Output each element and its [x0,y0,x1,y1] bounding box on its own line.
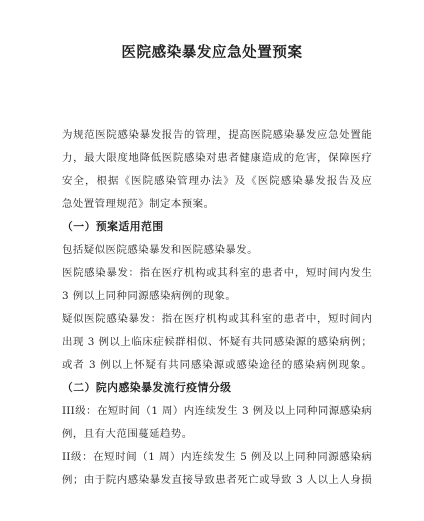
intro-line: 安全，根据《医院感染管理办法》及《医院感染暴发报告及应 [62,175,372,187]
paragraph-line: 疑似医院感染暴发：指在医疗机构或其科室的患者中，短时间内 [62,313,372,325]
document-title: 医院感染暴发应急处置预案 [121,44,303,61]
intro-line: 力，最大限度地降低医院感染对患者健康造成的危害，保障医疗 [62,152,372,164]
paragraph-line: 包括疑似医院感染暴发和医院感染暴发。 [62,244,259,256]
paragraph-line: 3 例以上同种同源感染病例的现象。 [62,290,237,302]
paragraph-line: II级：在短时间（1 周）内连续发生 5 例及以上同种同源感染病 [62,451,372,463]
paragraph-line: 医院感染暴发：指在医疗机构或其科室的患者中，短时间内发生 [62,267,372,279]
intro-line: 急处置管理规范》制定本预案。 [62,198,215,210]
paragraph-line: 例，且有大范围蔓延趋势。 [62,428,193,440]
paragraph-line: III级：在短时间（1 周）内连续发生 3 例及以上同种同源感染病 [62,405,372,417]
intro-line: 为规范医院感染暴发报告的管理，提高医院感染暴发应急处置能 [62,129,372,141]
section-heading-scope: （一）预案适用范围 [62,220,164,233]
section-heading-levels: （二）院内感染暴发流行疫情分级 [62,381,232,394]
paragraph-line: 或者 3 例以上怀疑有共同感染源或感染途径的感染病例现象。 [62,359,372,371]
paragraph-line: 出现 3 例以上临床症候群相似、怀疑有共同感染源的感染病例； [62,336,372,348]
paragraph-line: 例；由于院内感染暴发直接导致患者死亡或导致 3 人以上人身损 [62,474,372,486]
